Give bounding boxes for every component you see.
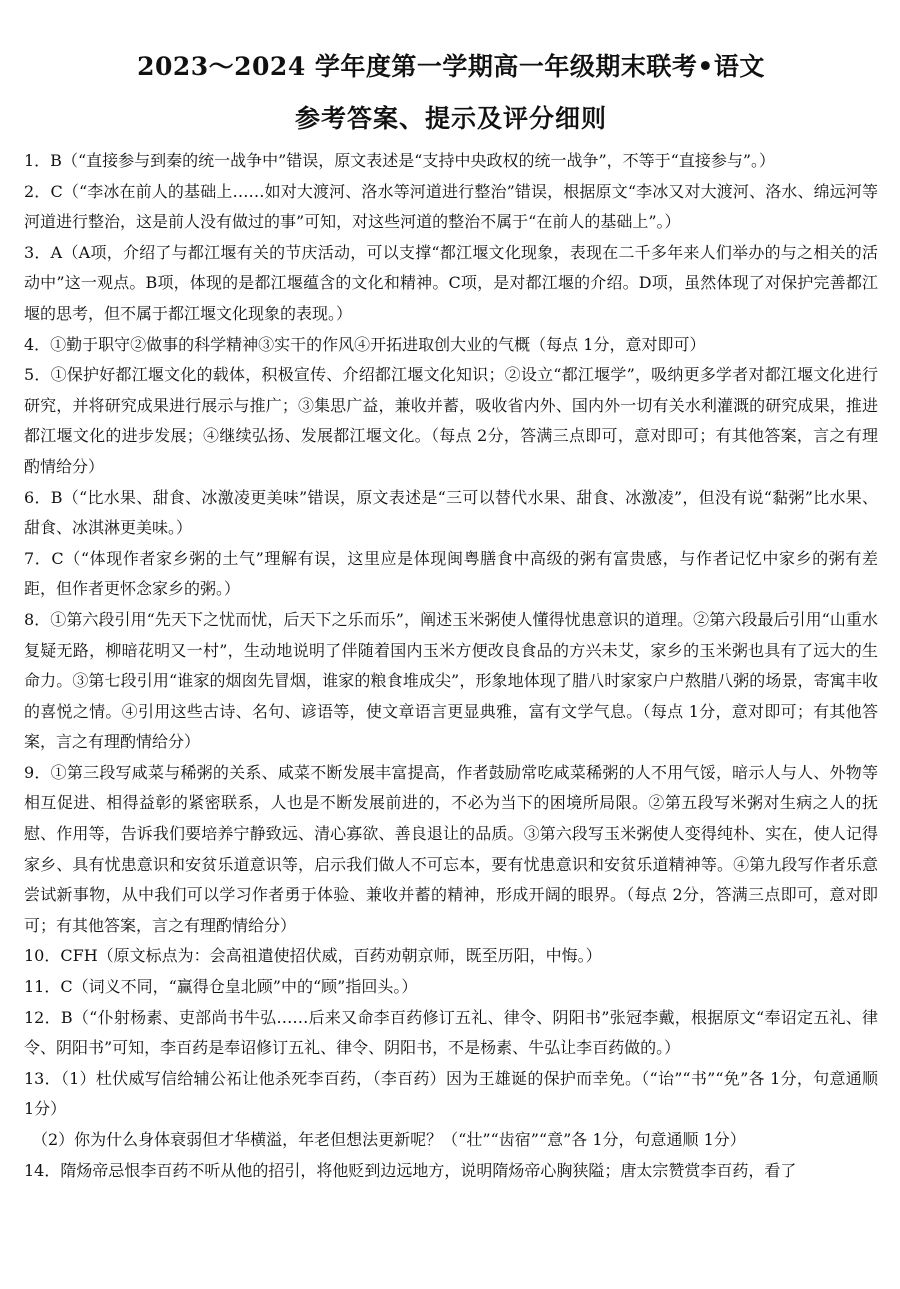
answer-item-13-1: 13．（1）杜伏威写信给辅公祏让他杀死李百药，（李百药）因为王雄诞的保护而幸免。（“诒”“书”“免”各 1分，句意通顺 1分） — [24, 1068, 878, 1119]
answer-item-8: 8．①第六段引用“先天下之忧而忧，后天下之乐而乐”，阐述玉米粥使人懂得忧患意识的道理。②第六段最后引用“山重水复疑无路，柳暗花明又一村”，生动地说明了伴随着国内玉米方便改良食品的方兴未艾，家乡的玉米粥也具有了远大的生命力。③第七段引用“谁家的烟囱先冒烟，谁家的粮食堆成尖”，形象地体现了腊八时家家户户熬腊八粥的场景，寄寓丰收的喜悦之情。④引用这些古诗、名句、谚语等，使文章语言更显典雅，富有文学气息。（每点 1分，意对即可；有其他答案，言之有理酌情给分） — [24, 609, 878, 752]
answer-item-1: 1．B（“直接参与到秦的统一战争中”错误，原文表述是“支持中央政权的统一战争”，不等于“直接参与”。） — [24, 151, 776, 170]
document-subtitle: 参考答案、提示及评分细则 — [294, 104, 607, 133]
answer-item-12: 12．B（“仆射杨素、吏部尚书牛弘……后来又命李百药修订五礼、律令、阴阳书”张冠李戴，根据原文“奉诏定五礼、律令、阴阳书”可知，李百药是奉诏修订五礼、律令、阴阳书，不是杨素、牛弘让李百药做的。） — [24, 1007, 878, 1058]
answer-item-4: 4．①勤于职守②做事的科学精神③实干的作风④开拓进取创大业的气概（每点 1分，意对即可） — [24, 334, 706, 354]
answer-list — [24, 146, 878, 1186]
answer-item-2: 2．C（“李冰在前人的基础上……如对大渡河、洛水等河道进行整治”错误，根据原文“李冰又对大渡河、洛水、绵远河等河道进行整治，这是前人没有做过的事”可知，对这些河道的整治不属于“在前人的基础上”。） — [24, 181, 878, 232]
answer-item-7: 7．C（“体现作者家乡粥的土气”理解有误，这里应是体现闽粤膳食中高级的粥有富贵感，与作者记忆中家乡的粥有差距，但作者更怀念家乡的粥。） — [24, 548, 878, 599]
answer-item-9: 9．①第三段写咸菜与稀粥的关系、咸菜不断发展丰富提高，作者鼓励常吃咸菜稀粥的人不用气馁，暗示人与人、外物等相互促进、相得益彰的紧密联系，人也是不断发展前进的，不必为当下的困境所局限。②第五段写米粥对生病之人的抚慰、作用等，告诉我们要培养宁静致远、清心寡欲、善良退让的品质。③第六段写玉米粥使人变得纯朴、实在，使人记得家乡、具有忧患意识和安贫乐道意识等，启示我们做人不可忘本，要有忧患意识和安贫乐道精神等。④第九段写作者乐意尝试新事物，从中我们可以学习作者勇于体验、兼收并蓄的精神，形成开阔的眼界。（每点 2分，答满三点即可，意对即可；有其他答案，言之有理酌情给分） — [24, 762, 878, 935]
answer-item-5: 5．①保护好都江堰文化的载体，积极宣传、介绍都江堰文化知识；②设立“都江堰学”，吸纳更多学者对都江堰文化进行研究，并将研究成果进行展示与推广；③集思广益，兼收并蓄，吸收省内外、国内外一切有关水利灌溉的研究成果，推进都江堰文化的进步发展；④继续弘扬、发展都江堰文化。（每点 2分，答满三点即可，意对即可；有其他答案，言之有理酌情给分） — [24, 365, 878, 476]
answer-item-6: 6．B（“比水果、甜食、冰激凌更美味”错误，原文表述是“三可以替代水果、甜食、冰激凌”，但没有说“黏粥”比水果、甜食、冰淇淋更美味。） — [24, 487, 878, 538]
answer-item-14: 14．隋炀帝忌恨李百药不听从他的招引，将他贬到边远地方，说明隋炀帝心胸狭隘；唐太宗赞赏李百药，看了 — [24, 1160, 797, 1180]
answer-item-10: 10．CFH（原文标点为：会高祖遣使招伏威，百药劝朝京师，既至历阳，中悔。） — [24, 946, 602, 966]
answer-item-11: 11．C（词义不同，“赢得仓皇北顾”中的“顾”指回头。） — [24, 977, 418, 997]
answer-item-3: 3．A（A项，介绍了与都江堰有关的节庆活动，可以支撑“都江堰文化现象，表现在二千多年来人们举办的与之相关的活动中”这一观点。B项，体现的是都江堰蕴含的文化和精神。C项，是对都江堰的介绍。D项，虽然体现了对保护完善都江堰的思考，但不属于都江堰文化现象的表现。） — [24, 242, 878, 323]
answer-item-13-2: （2）你为什么身体衰弱但才华横溢，年老但想法更新呢？（“壮”“齿宿”“意”各 1分，句意通顺 1分） — [32, 1130, 746, 1149]
document-title: 2023～2024 学年度第一学期高一年级期末联考•语文 — [137, 52, 765, 81]
